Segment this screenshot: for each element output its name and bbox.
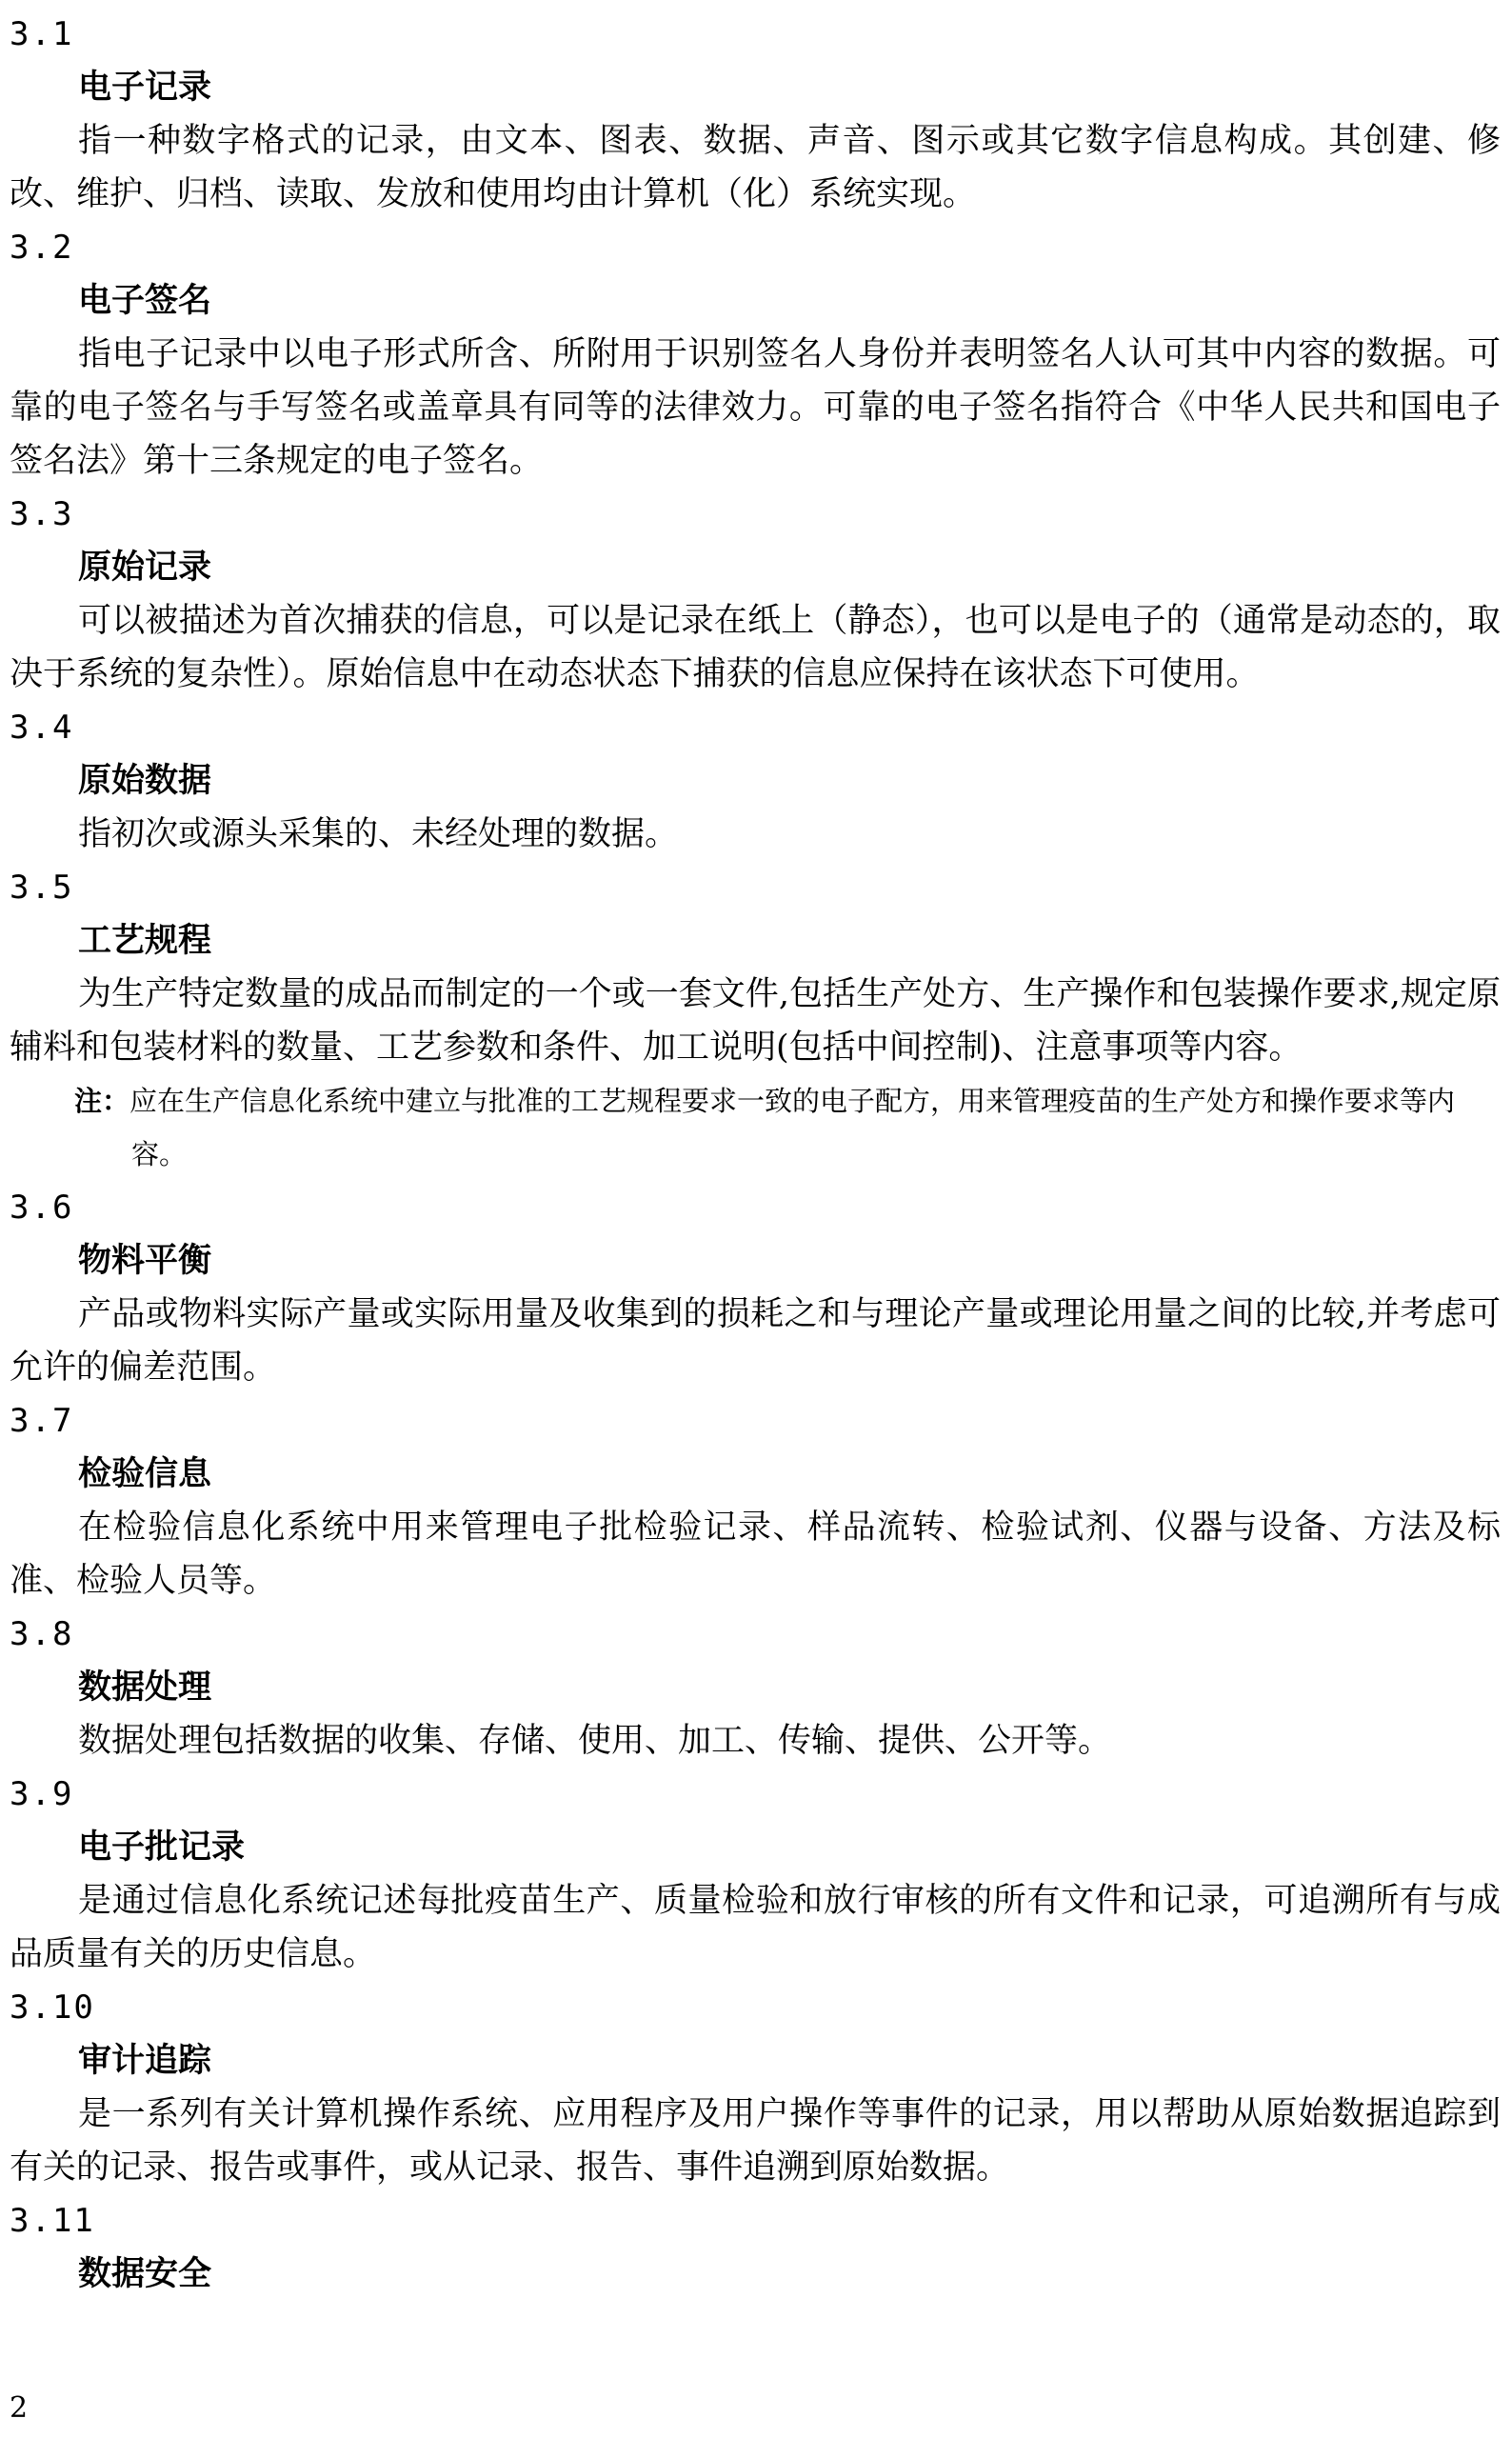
entry-definition: 在检验信息化系统中用来管理电子批检验记录、样品流转、检验试剂、仪器与设备、方法及标准、检验人员等。 (10, 1509, 1501, 1600)
entry-3-1 (10, 8, 1501, 221)
entry-number: 3.11 (10, 2202, 95, 2240)
note-label: 注： (74, 1085, 130, 1117)
entry-term: 审计追踪 (78, 2042, 212, 2080)
entry-3-11 (10, 2194, 1501, 2301)
entry-definition: 是通过信息化系统记述每批疫苗生产、质量检验和放行审核的所有文件和记录，可追溯所有与成品质量有关的历史信息。 (10, 1882, 1501, 1973)
entry-3-10 (10, 1981, 1501, 2194)
entry-3-2 (10, 221, 1501, 488)
entry-definition: 为生产特定数量的成品而制定的一个或一套文件,包括生产处方、生产操作和包装操作要求,规定原辅料和包装材料的数量、工艺参数和条件、加工说明(包括中间控制)、注意事项等内容。 (10, 975, 1501, 1067)
entry-definition: 可以被描述为首次捕获的信息，可以是记录在纸上（静态），也可以是电子的（通常是动态的，取决于系统的复杂性）。原始信息中在动态状态下捕获的信息应保持在该状态下可使用。 (10, 602, 1501, 693)
entry-term: 电子记录 (78, 69, 212, 107)
entry-3-4 (10, 701, 1501, 861)
entry-term: 电子批记录 (78, 1828, 246, 1867)
entry-number: 3.2 (10, 229, 74, 267)
entry-number: 3.5 (10, 869, 74, 907)
entry-number: 3.8 (10, 1615, 74, 1653)
entry-term: 数据处理 (78, 1669, 212, 1707)
entry-3-9 (10, 1768, 1501, 1981)
entry-number: 3.9 (10, 1775, 74, 1813)
entry-number: 3.3 (10, 495, 74, 533)
entry-term: 物料平衡 (78, 1242, 212, 1280)
entry-3-7 (10, 1394, 1501, 1608)
page-number: 2 (10, 2391, 29, 2425)
entry-term: 工艺规程 (78, 922, 212, 960)
entry-number: 3.6 (10, 1189, 74, 1227)
entry-definition: 指初次或源头采集的、未经处理的数据。 (78, 815, 679, 853)
entry-number: 3.7 (10, 1402, 74, 1440)
entry-definition: 产品或物料实际产量或实际用量及收集到的损耗之和与理论产量或理论用量之间的比较,并考虑可允许的偏差范围。 (10, 1295, 1501, 1387)
entry-3-3 (10, 488, 1501, 701)
entry-3-5 (10, 861, 1501, 1181)
entry-term: 原始记录 (78, 549, 212, 587)
entry-term: 电子签名 (78, 282, 212, 320)
entry-definition: 数据处理包括数据的收集、存储、使用、加工、传输、提供、公开等。 (78, 1722, 1112, 1760)
entry-number: 3.4 (10, 709, 74, 747)
document-page (10, 8, 1501, 2301)
entry-definition: 是一系列有关计算机操作系统、应用程序及用户操作等事件的记录，用以帮助从原始数据追踪到有关的记录、报告或事件，或从记录、报告、事件追溯到原始数据。 (10, 2095, 1501, 2187)
entry-definition: 指电子记录中以电子形式所含、所附用于识别签名人身份并表明签名人认可其中内容的数据。可靠的电子签名与手写签名或盖章具有同等的法律效力。可靠的电子签名指符合《中华人民共和国电子签名法》第十三条规定的电子签名。 (10, 335, 1501, 480)
entry-term: 原始数据 (78, 762, 212, 800)
entry-number: 3.10 (10, 1988, 95, 2027)
note-text: 应在生产信息化系统中建立与批准的工艺规程要求一致的电子配方，用来管理疫苗的生产处方和操作要求等内容。 (129, 1085, 1456, 1170)
entry-3-8 (10, 1608, 1501, 1768)
entry-definition: 指一种数字格式的记录，由文本、图表、数据、声音、图示或其它数字信息构成。其创建、修改、维护、归档、读取、发放和使用均由计算机（化）系统实现。 (10, 122, 1501, 213)
entry-number: 3.1 (10, 15, 74, 53)
entry-3-6 (10, 1181, 1501, 1394)
entry-term: 检验信息 (78, 1455, 212, 1493)
entry-note (10, 1074, 1501, 1181)
entry-term: 数据安全 (78, 2255, 212, 2293)
